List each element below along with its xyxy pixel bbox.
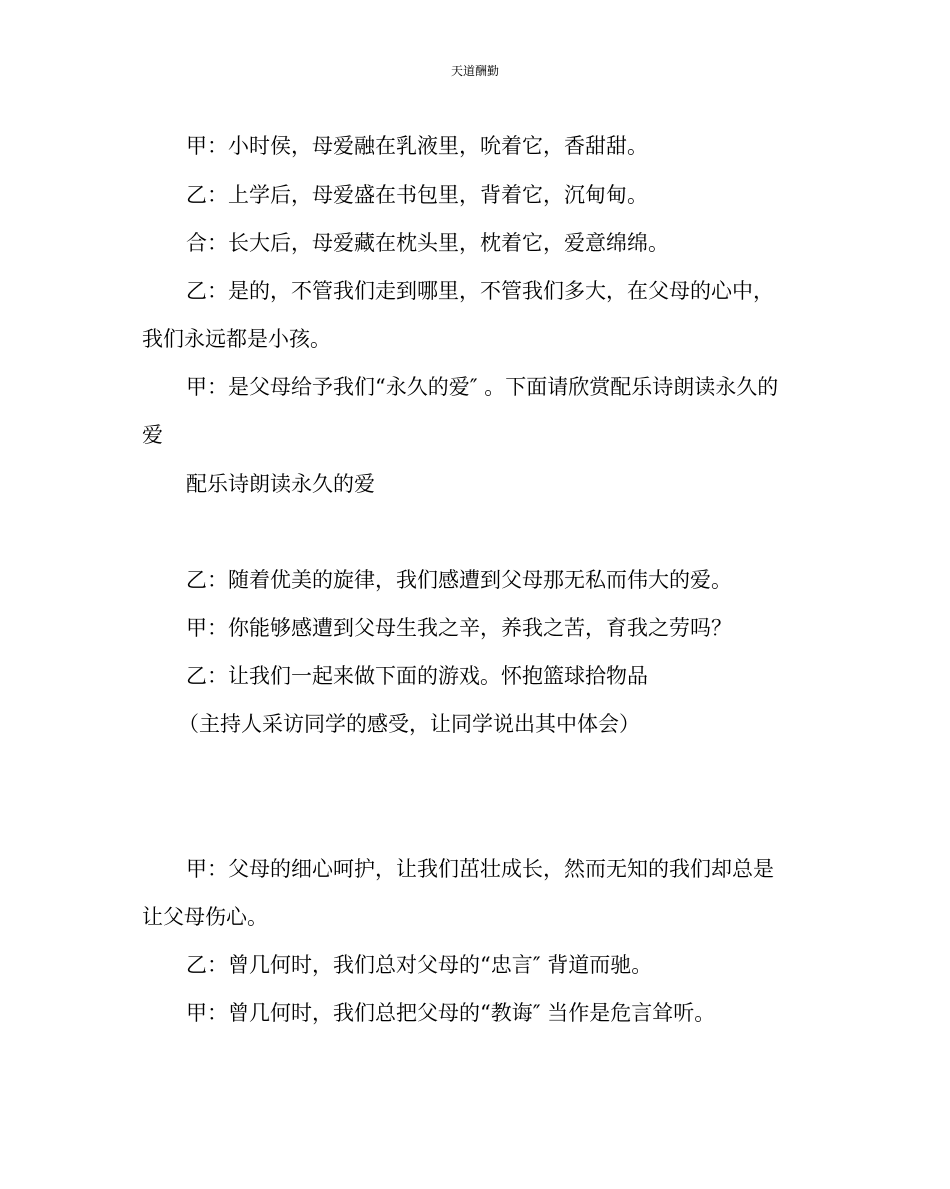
paragraph-line: （主持人采访同学的感受，让同学说出其中体会）	[178, 712, 640, 736]
paragraph-line: 甲：父母的细心呵护，让我们茁壮成长，然而无知的我们却总是	[186, 857, 774, 881]
paragraph-line: 甲：曾几何时，我们总把父母的“教诲″ 当作是危言耸听。	[186, 1001, 716, 1025]
paragraph-line: 爱	[142, 423, 163, 447]
paragraph-line: 让父母伤心。	[142, 905, 268, 929]
paragraph-line: 乙：曾几何时，我们总对父母的“忠言″ 背道而驰。	[186, 953, 653, 977]
paragraph-line: 甲：是父母给予我们“永久的爱″ 。下面请欣赏配乐诗朗读永久的	[186, 375, 779, 399]
paragraph-line: 乙：随着优美的旋律，我们感遭到父母那无私而伟大的爱。	[186, 568, 732, 592]
paragraph-line: 配乐诗朗读永久的爱	[186, 472, 375, 496]
paragraph-line: 甲：你能够感遭到父母生我之辛，养我之苦，育我之劳吗？	[186, 616, 732, 640]
paragraph-line: 乙：是的，不管我们走到哪里，不管我们多大，在父母的心中，	[186, 279, 774, 303]
paragraph-line: 合：长大后，母爱藏在枕头里，枕着它，爱意绵绵。	[186, 231, 669, 255]
paragraph-line: 我们永远都是小孩。	[142, 327, 331, 351]
paragraph-line: 乙：上学后，母爱盛在书包里，背着它，沉甸甸。	[186, 183, 648, 207]
page-header: 天道酬勤	[450, 64, 499, 78]
paragraph-line: 乙：让我们一起来做下面的游戏。怀抱篮球拾物品	[186, 664, 648, 688]
paragraph-line: 甲：小时侯，母爱融在乳液里，吮着它，香甜甜。	[186, 134, 648, 158]
